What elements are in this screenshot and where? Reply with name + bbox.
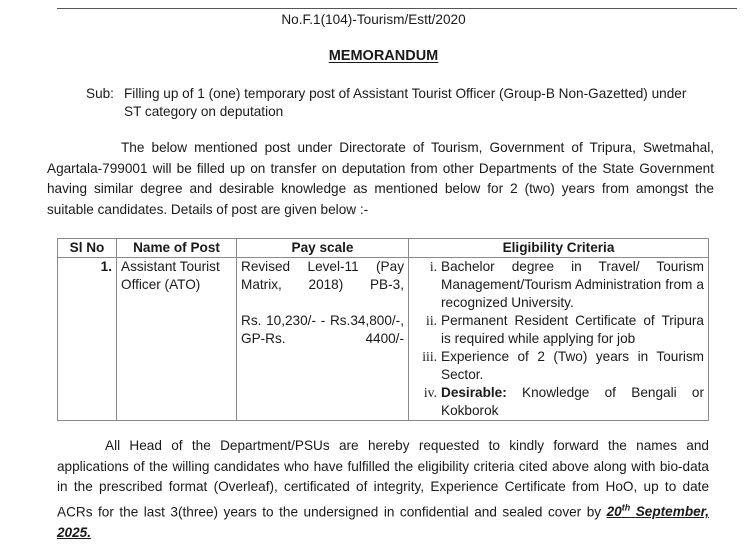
eligibility-list bbox=[413, 258, 704, 420]
subject-label: Sub: bbox=[86, 86, 114, 101]
intro-paragraph: The below mentioned post under Directorate of Tourism, Government of Tripura, Swetmahal, Agartala-799001 will be filled up on transfer on deputation from other Departments of the State Government having similar degree and desirable knowledge as mentioned below for 2 (two) years from amongst the suitable candidates. Details of post are given below :- bbox=[47, 140, 714, 217]
criterion-number: i. bbox=[429, 259, 437, 274]
list-item bbox=[413, 312, 704, 348]
memorandum-title-text: MEMORANDUM bbox=[328, 48, 439, 64]
criterion-text: Permanent Resident Certificate of Tripura is required while applying for job bbox=[441, 313, 704, 346]
header-post-name: Name of Post bbox=[117, 239, 237, 258]
table-header-row bbox=[58, 239, 709, 258]
header-eligibility: Eligibility Criteria bbox=[409, 239, 709, 258]
file-number: No.F.1(104)-Tourism/Estt/2020 bbox=[281, 12, 466, 27]
closing-text: All Head of the Department/PSUs are hereby requested to kindly forward the names and applications of the willing candidates who have fulfilled the eligibility criteria cited above along with bio-data in the prescribed format (Overleaf), certificated of integrity, Experience Certificate from HoO, up to date ACRs for the last 3(three) years to the undersigned in confidential and sealed cover by bbox=[57, 438, 709, 520]
closing-paragraph bbox=[57, 436, 709, 543]
desirable-label: Desirable: bbox=[441, 385, 507, 400]
criterion-text: Experience of 2 (Two) years in Tourism Sector. bbox=[441, 349, 704, 382]
header-sl-no: Sl No bbox=[58, 239, 117, 258]
criterion-text: Bachelor degree in Travel/ Tourism Management/Tourism Administration from a recognized University. bbox=[441, 259, 704, 310]
pay-scale-level: Revised Level-11 (Pay Matrix, 2018) PB-3, bbox=[241, 259, 404, 292]
criterion-number: iv. bbox=[423, 385, 437, 400]
deadline-rest: September, 2025. bbox=[57, 504, 710, 540]
top-rule bbox=[57, 8, 737, 9]
cell-post-name: Assistant Tourist Officer (ATO) bbox=[117, 258, 237, 421]
header-pay-scale: Pay scale bbox=[237, 239, 409, 258]
list-item bbox=[413, 348, 704, 384]
deadline-day: 20 bbox=[606, 504, 622, 520]
desirable-text: Knowledge of Bengali or Kokborok bbox=[441, 385, 704, 418]
deadline-suffix: th bbox=[621, 502, 631, 513]
list-item bbox=[413, 384, 704, 420]
memorandum-title bbox=[0, 48, 747, 64]
criterion-number: iii. bbox=[422, 349, 437, 364]
criterion-number: ii. bbox=[426, 313, 437, 328]
table-row bbox=[58, 258, 709, 421]
cell-eligibility bbox=[409, 258, 709, 421]
subject-text: Filling up of 1 (one) temporary post of Assistant Tourist Officer (Group-B Non-Gazetted) under ST category on deputation bbox=[124, 86, 687, 119]
list-item bbox=[413, 258, 704, 312]
cell-pay-scale bbox=[237, 258, 409, 421]
pay-scale-range: Rs. 10,230/- - Rs.34,800/-, GP-Rs. 4400/- bbox=[241, 313, 404, 346]
criterion-text bbox=[441, 384, 704, 420]
cell-sl-no: 1. bbox=[58, 258, 117, 421]
post-details-table bbox=[57, 238, 709, 421]
